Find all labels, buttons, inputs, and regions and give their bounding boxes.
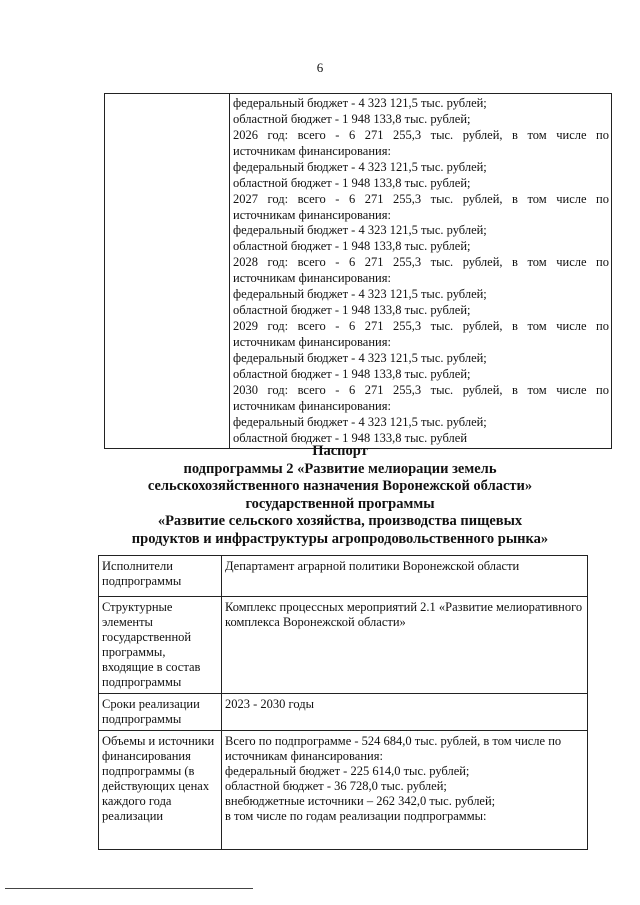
funding-federal-line: федеральный бюджет - 225 614,0 тыс. рублей;	[225, 764, 470, 778]
passport-heading: Паспорт	[312, 443, 368, 459]
funding-label: Объемы и источники финансирования подпрограммы (в действующих ценах каждого года реализации	[99, 731, 222, 850]
continuation-table	[104, 93, 612, 449]
funding-line: источникам финансирования:	[233, 143, 391, 158]
empty-label-cell	[105, 94, 230, 449]
table-row-funding	[99, 731, 588, 850]
funding-line: источникам финансирования:	[233, 207, 391, 222]
structural-elements-value: Комплекс процессных мероприятий 2.1 «Развитие мелиоративного комплекса Воронежской области»	[222, 597, 588, 694]
program-title-line: продуктов и инфраструктуры агропродовольственного рынка»	[131, 530, 549, 547]
passport-table	[98, 555, 588, 850]
subprogram-title-line: подпрограммы 2 «Развитие мелиорации земель	[183, 460, 497, 477]
executors-value: Департамент аграрной политики Воронежской области	[222, 556, 588, 597]
table-row-structural-elements	[99, 597, 588, 694]
funding-line: областной бюджет - 1 948 133,8 тыс. рублей;	[233, 303, 471, 318]
timeframe-value: 2023 - 2030 годы	[222, 694, 588, 731]
funding-line: федеральный бюджет - 4 323 121,5 тыс. рублей;	[233, 414, 487, 429]
funding-line: федеральный бюджет - 4 323 121,5 тыс. рублей;	[233, 287, 487, 302]
funding-line: источникам финансирования:	[233, 271, 391, 286]
funding-line: источникам финансирования:	[233, 398, 391, 413]
subprogram-title-line: сельскохозяйственного назначения Воронежской области»	[147, 478, 533, 494]
funding-value	[222, 731, 588, 850]
funding-line: федеральный бюджет - 4 323 121,5 тыс. рублей;	[233, 350, 487, 365]
table-row-executors	[99, 556, 588, 597]
funding-total-line: Всего по подпрограмме - 524 684,0 тыс. рублей, в том числе по источникам финансирования:	[225, 734, 562, 763]
passport-title	[80, 443, 600, 548]
funding-line: 2029 год: всего - 6 271 255,3 тыс. рублей, в том числе по	[233, 318, 609, 333]
funding-line: федеральный бюджет - 4 323 121,5 тыс. рублей;	[233, 159, 487, 174]
funding-extrabudgetary-line: внебюджетные источники – 262 342,0 тыс. рублей;	[225, 794, 496, 808]
funding-line: 2028 год: всего - 6 271 255,3 тыс. рублей, в том числе по	[233, 255, 609, 270]
timeframe-label: Сроки реализации подпрограммы	[99, 694, 222, 731]
funding-by-year-cell	[230, 94, 612, 449]
funding-regional-line: областной бюджет - 36 728,0 тыс. рублей;	[225, 779, 447, 793]
program-title-line: «Развитие сельского хозяйства, производства пищевых	[157, 513, 523, 529]
funding-line: 2030 год: всего - 6 271 255,3 тыс. рублей, в том числе по	[233, 382, 609, 397]
funding-line: 2026 год: всего - 6 271 255,3 тыс. рублей, в том числе по	[233, 127, 609, 142]
funding-line: федеральный бюджет - 4 323 121,5 тыс. рублей;	[233, 223, 487, 238]
funding-line: федеральный бюджет - 4 323 121,5 тыс. рублей;	[233, 96, 487, 110]
executors-label: Исполнители подпрограммы	[99, 556, 222, 597]
program-label-line: государственной программы	[245, 495, 435, 512]
funding-line: 2027 год: всего - 6 271 255,3 тыс. рублей, в том числе по	[233, 191, 609, 206]
funding-line: областной бюджет - 1 948 133,8 тыс. рублей;	[233, 111, 471, 126]
funding-line: источникам финансирования:	[233, 334, 391, 349]
table-row	[105, 94, 612, 449]
funding-line: областной бюджет - 1 948 133,8 тыс. рублей;	[233, 175, 471, 190]
structural-elements-label: Структурные элементы государственной программы, входящие в состав подпрограммы	[99, 597, 222, 694]
footer-rule	[5, 888, 253, 889]
funding-by-year-intro-line: в том числе по годам реализации подпрограммы:	[225, 809, 487, 823]
page-number: 6	[316, 60, 324, 75]
funding-line: областной бюджет - 1 948 133,8 тыс. рублей	[233, 430, 468, 445]
funding-line: областной бюджет - 1 948 133,8 тыс. рублей;	[233, 366, 471, 381]
funding-line: областной бюджет - 1 948 133,8 тыс. рублей;	[233, 239, 471, 254]
table-row-timeframe	[99, 694, 588, 731]
